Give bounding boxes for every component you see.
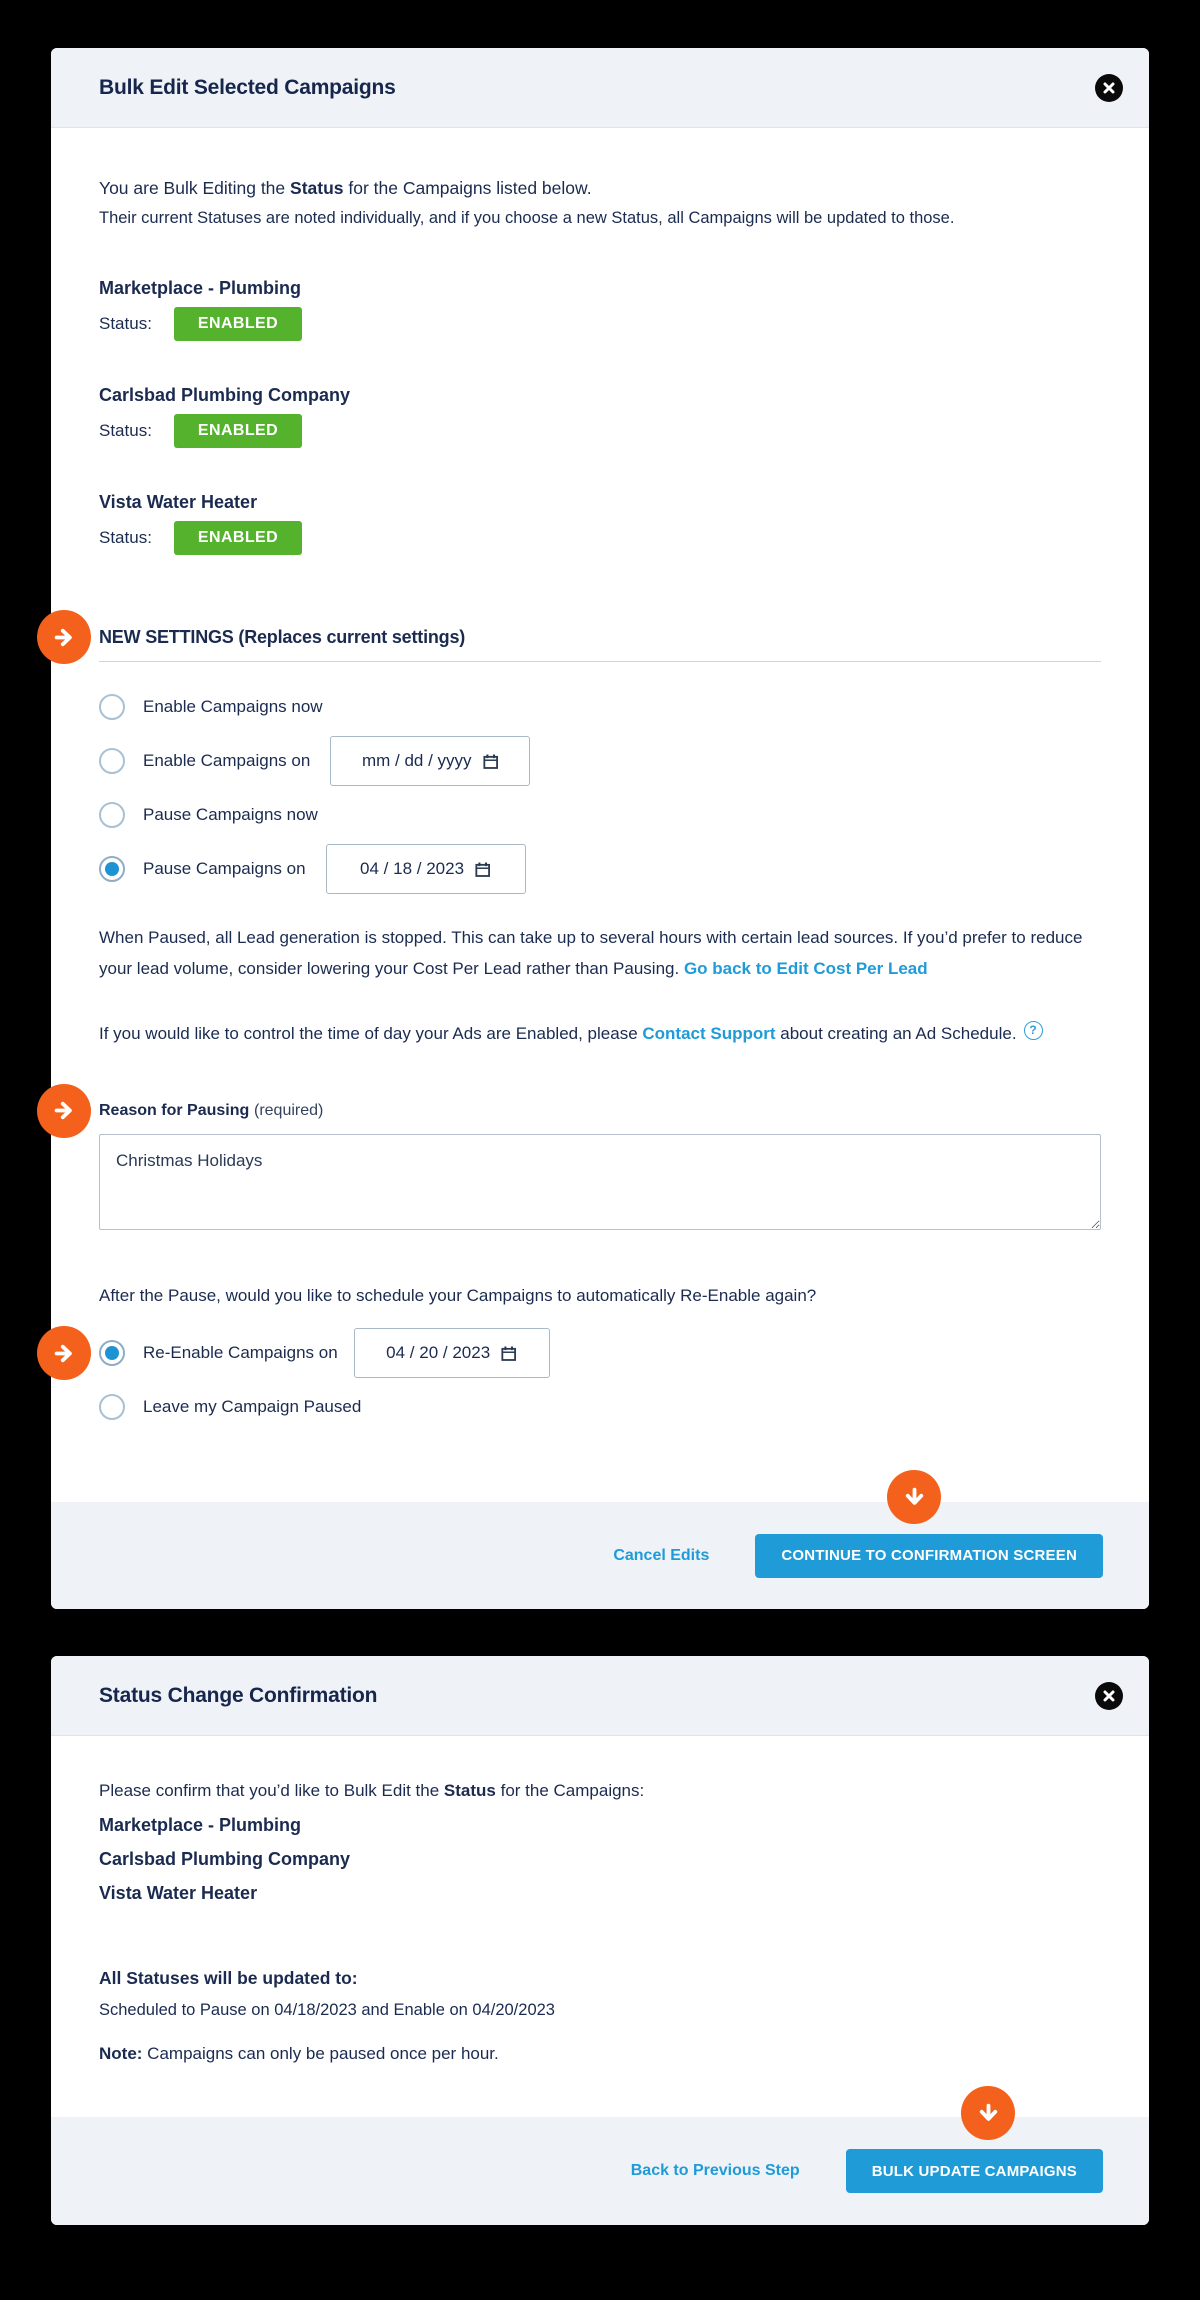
continue-to-confirmation-button[interactable]: CONTINUE TO CONFIRMATION SCREEN <box>755 1534 1103 1578</box>
calendar-icon <box>474 861 491 878</box>
option-label: Leave my Campaign Paused <box>143 1397 362 1416</box>
contact-support-link[interactable]: Contact Support <box>642 1024 776 1043</box>
support-note <box>99 1018 1101 1049</box>
confirm-text: Please confirm that you’d like to Bulk Edit the <box>99 1781 444 1800</box>
close-button[interactable] <box>1095 74 1123 102</box>
reenable-date-input[interactable] <box>354 1328 550 1378</box>
new-settings-heading <box>99 625 1101 649</box>
close-button[interactable] <box>1095 1682 1123 1710</box>
campaign-name: Marketplace - Plumbing <box>99 1815 302 1835</box>
option-pause-now[interactable] <box>99 802 1101 828</box>
section-divider <box>99 661 1101 662</box>
confirmation-campaign-list <box>99 1808 1101 1910</box>
new-settings-heading-text: NEW SETTINGS (Replaces current settings) <box>99 627 466 647</box>
confirmation-modal-header <box>51 1656 1149 1736</box>
pause-note-text: When Paused, all Lead generation is stopped. This can take up to several hours with certain lead sources. If you’d prefer to reduce your lead volume, consider lowering your Cost Per Lead rather than Pausing. <box>99 928 1083 978</box>
confirm-line <box>99 1780 1101 1802</box>
pause-note <box>99 922 1101 984</box>
statuses-updated-value: Scheduled to Pause on 04/18/2023 and Enable on 04/20/2023 <box>99 2001 555 2019</box>
note-line <box>99 2043 1101 2065</box>
enable-date-input[interactable] <box>330 736 530 786</box>
option-enable-now[interactable] <box>99 694 1101 720</box>
confirm-bold-status: Status <box>443 1781 496 1800</box>
bulk-edit-modal-footer <box>51 1502 1149 1609</box>
bulk-update-campaigns-button[interactable]: BULK UPDATE CAMPAIGNS <box>846 2149 1103 2193</box>
annotation-arrow-right-icon <box>37 1326 91 1380</box>
bulk-edit-modal-body <box>51 128 1149 1502</box>
required-hint: (required) <box>253 1102 324 1119</box>
reason-label-row <box>99 1099 1101 1122</box>
campaign-name: Vista Water Heater <box>99 492 258 512</box>
close-icon <box>1103 82 1115 94</box>
annotation-arrow-right-icon <box>37 1084 91 1138</box>
option-label: Enable Campaigns on <box>143 751 311 770</box>
status-label: Status: <box>99 528 152 547</box>
bulk-edit-modal-header <box>51 48 1149 128</box>
option-label: Re-Enable Campaigns on <box>143 1343 338 1362</box>
pause-date-input[interactable] <box>326 844 526 894</box>
bulk-edit-modal <box>51 48 1149 1609</box>
confirm-text-post: for the Campaigns: <box>495 1781 645 1800</box>
status-options-group <box>99 694 1101 894</box>
option-enable-on[interactable] <box>99 736 1101 786</box>
support-note-text: If you would like to control the time of day your Ads are Enabled, please <box>99 1024 643 1043</box>
radio-leave-paused[interactable] <box>99 1394 125 1420</box>
support-note-post: about creating an Ad Schedule. <box>775 1024 1017 1043</box>
help-icon[interactable]: ? <box>1024 1021 1043 1040</box>
radio-pause-on[interactable] <box>99 856 125 882</box>
note-text: Campaigns can only be paused once per hour. <box>142 2044 499 2063</box>
status-badge: ENABLED <box>174 521 302 555</box>
confirmation-modal-footer <box>51 2117 1149 2225</box>
enable-date-value: mm / dd / yyyy <box>361 751 472 770</box>
calendar-icon <box>482 753 499 770</box>
campaign-item <box>99 278 1101 341</box>
reason-textarea[interactable] <box>99 1134 1101 1230</box>
bulk-edit-modal-title: Bulk Edit Selected Campaigns <box>99 75 396 99</box>
campaign-name: Vista Water Heater <box>99 1883 258 1903</box>
status-badge: ENABLED <box>174 307 302 341</box>
back-to-previous-step-button[interactable]: Back to Previous Step <box>630 2162 800 2179</box>
reenable-date-value: 04 / 20 / 2023 <box>386 1343 491 1362</box>
campaign-item <box>99 385 1101 448</box>
statuses-updated-heading: All Statuses will be updated to: <box>99 1968 358 1988</box>
campaign-status-row <box>99 414 1101 448</box>
radio-reenable-on[interactable] <box>99 1340 125 1366</box>
option-pause-on[interactable] <box>99 844 1101 894</box>
status-badge: ENABLED <box>174 414 302 448</box>
intro-text-post: for the Campaigns listed below. <box>343 178 592 198</box>
intro-line-2: Their current Statuses are noted individually, and if you choose a new Status, all Campaigns will be updated to those. <box>99 209 955 227</box>
intro-text: You are Bulk Editing the <box>99 178 291 198</box>
annotation-arrow-down-icon <box>887 1470 941 1524</box>
option-label: Enable Campaigns now <box>143 697 323 716</box>
option-label: Pause Campaigns now <box>143 805 318 824</box>
confirmation-modal-body <box>51 1736 1149 2117</box>
confirmation-modal-title: Status Change Confirmation <box>99 1683 378 1707</box>
campaign-name: Carlsbad Plumbing Company <box>99 385 351 405</box>
option-reenable-on[interactable] <box>99 1328 1101 1378</box>
close-icon <box>1103 1690 1115 1702</box>
reason-for-pausing-label: Reason for Pausing <box>99 1102 250 1119</box>
intro-bold-status: Status <box>290 178 344 198</box>
campaign-name: Carlsbad Plumbing Company <box>99 1849 351 1869</box>
intro-line-1 <box>99 178 1101 199</box>
radio-pause-now[interactable] <box>99 802 125 828</box>
calendar-icon <box>500 1345 517 1362</box>
campaign-status-row <box>99 521 1101 555</box>
status-change-confirmation-modal <box>51 1656 1149 2225</box>
annotation-arrow-right-icon <box>37 610 91 664</box>
edit-cost-per-lead-link[interactable]: Go back to Edit Cost Per Lead <box>683 959 928 978</box>
radio-enable-on[interactable] <box>99 748 125 774</box>
option-leave-paused[interactable] <box>99 1394 1101 1420</box>
campaign-item <box>99 492 1101 555</box>
status-label: Status: <box>99 314 152 333</box>
option-label: Pause Campaigns on <box>143 859 306 878</box>
campaign-status-row <box>99 307 1101 341</box>
radio-enable-now[interactable] <box>99 694 125 720</box>
pause-date-value: 04 / 18 / 2023 <box>360 859 465 878</box>
cancel-edits-button[interactable]: Cancel Edits <box>613 1546 710 1564</box>
annotation-arrow-down-icon <box>961 2086 1015 2140</box>
campaign-name: Marketplace - Plumbing <box>99 278 302 298</box>
reenable-question: After the Pause, would you like to schedule your Campaigns to automatically Re-Enable again? <box>99 1286 817 1305</box>
reenable-options-group <box>99 1328 1101 1420</box>
status-label: Status: <box>99 421 152 440</box>
note-bold: Note: <box>99 2044 143 2063</box>
